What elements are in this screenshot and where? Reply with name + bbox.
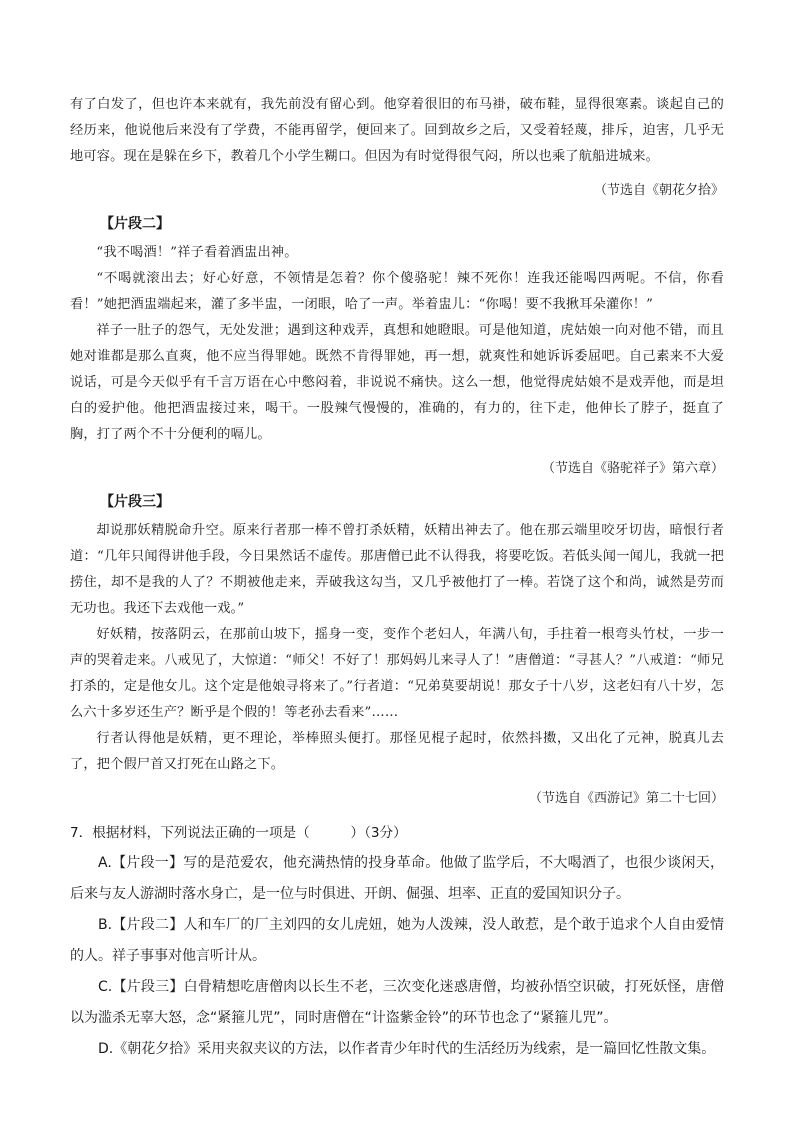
question-option-c: C.【片段三】白骨精想吃唐僧肉以长生不老，三次变化迷惑唐僧，均被孙悟空识破，打死妖怪，唐僧以为滥杀无辜大怒，念“紧箍儿咒”，同时唐僧在“计盗紫金铃”的环节也念了“紧箍儿咒”。 <box>70 979 724 1026</box>
question-stem: 7．根据材料，下列说法正确的一项是（ ）（3分） <box>70 825 407 841</box>
passage3-paragraph: 行者认得他是妖精，更不理论，举棒照头便打。那怪见棍子起时，依然抖擞，又出化了元神，脱真儿去了，把个假尸首又打死在山路之下。 <box>70 731 724 772</box>
question-option-d: D.《朝花夕拾》采用夹叙夹议的方法，以作者青少年时代的生活经历为线索，是一篇回忆性散文集。 <box>98 1041 716 1057</box>
passage2-paragraph: “我不喝酒！”祥子看着酒盅出神。 <box>96 245 298 260</box>
passage3-paragraph: 却说那妖精脱命升空。原来行者那一棒不曾打杀妖精，妖精出神去了。他在那云端里咬牙切齿，暗恨行者道：“几年只闻得讲他手段，今日果然话不虚传。那唐僧已此不认得我，将要吃饭。若低头闻一闻儿，我就一把捞住，却不是我的人了？不期被他走来，弄破我这勾当，又几乎被他打了一棒。若饶了这个和尚，诚然是劳而无功也。我还下去戏他一戏。” <box>70 523 724 616</box>
passage2-source: （节选自《骆驼祥子》第六章） <box>541 461 724 476</box>
passage2-paragraph: “不喝就滚出去；好心好意，不领情是怎着？你个傻骆驼！辣不死你！连我还能喝四两呢。不信，你看看！”她把酒盅端起来，灌了多半盅，一闭眼，哈了一声。举着盅儿：“你喝！要不我揪耳朵灌你！” <box>70 271 724 312</box>
document-page <box>70 92 724 1065</box>
question-option-b: B.【片段二】人和车厂的厂主刘四的女儿虎妞，她为人泼辣，没人敢惹，是个敢于追求个人自由爱情的人。祥子事事对他言听计从。 <box>70 917 724 964</box>
passage2-paragraph: 祥子一肚子的怨气，无处发泄；遇到这种戏弄，真想和她瞪眼。可是他知道，虎姑娘一向对他不错，而且她对谁都是那么直爽，他不应当得罪她。既然不肯得罪她，再一想，就爽性和她诉诉委屈吧。自己素来不大爱说话，可是今天似乎有千言万语在心中憋闷着，非说说不痛快。这么一想，他觉得虎姑娘不是戏弄他，而是坦白的爱护他。他把酒盅接过来，喝干。一股辣气慢慢的，准确的，有力的，往下走，他伸长了脖子，挺直了胸，打了两个不十分便利的嗝儿。 <box>70 323 724 442</box>
passage2-heading: 【片段二】 <box>100 216 170 232</box>
passage3-source: （节选自《西游记》第二十七回） <box>528 791 724 806</box>
passage1-tail-text: 有了白发了，但也许本来就有，我先前没有留心到。他穿着很旧的布马褂，破布鞋，显得很寒素。谈起自己的经历来，他说他后来没有了学费，不能再留学，便回来了。回到故乡之后，又受着轻蔑，排斥，迫害，几乎无地可容。现在是躲在乡下，教着几个小学生糊口。但因为有时觉得很气闷，所以也乘了航船进城来。 <box>70 97 724 164</box>
passage3-paragraph: 好妖精，按落阴云，在那前山坡下，摇身一变，变作个老妇人，年满八旬，手拄着一根弯头竹杖，一步一声的哭着走来。八戒见了，大惊道：“师父！不好了！那妈妈儿来寻人了！”唐僧道：“寻甚人？”八戒道：“师兄打杀的，定是他女儿。这个定是他娘寻将来了。”行者道：“兄弟莫要胡说！那女子十八岁，这老妇有八十岁，怎么六十多岁还生产？断乎是个假的！等老孙去看来”…… <box>70 627 724 720</box>
passage1-source: （节选自《朝花夕拾》 <box>593 183 724 198</box>
passage3-heading: 【片段三】 <box>100 494 170 510</box>
question-option-a: A.【片段一】写的是范爱农，他充满热情的投身革命。他做了监学后，不大喝酒了，也很少谈闲天，后来与友人游湖时落水身亡，是一位与时俱进、开朗、倔强、坦率、正直的爱国知识分子。 <box>70 855 724 902</box>
